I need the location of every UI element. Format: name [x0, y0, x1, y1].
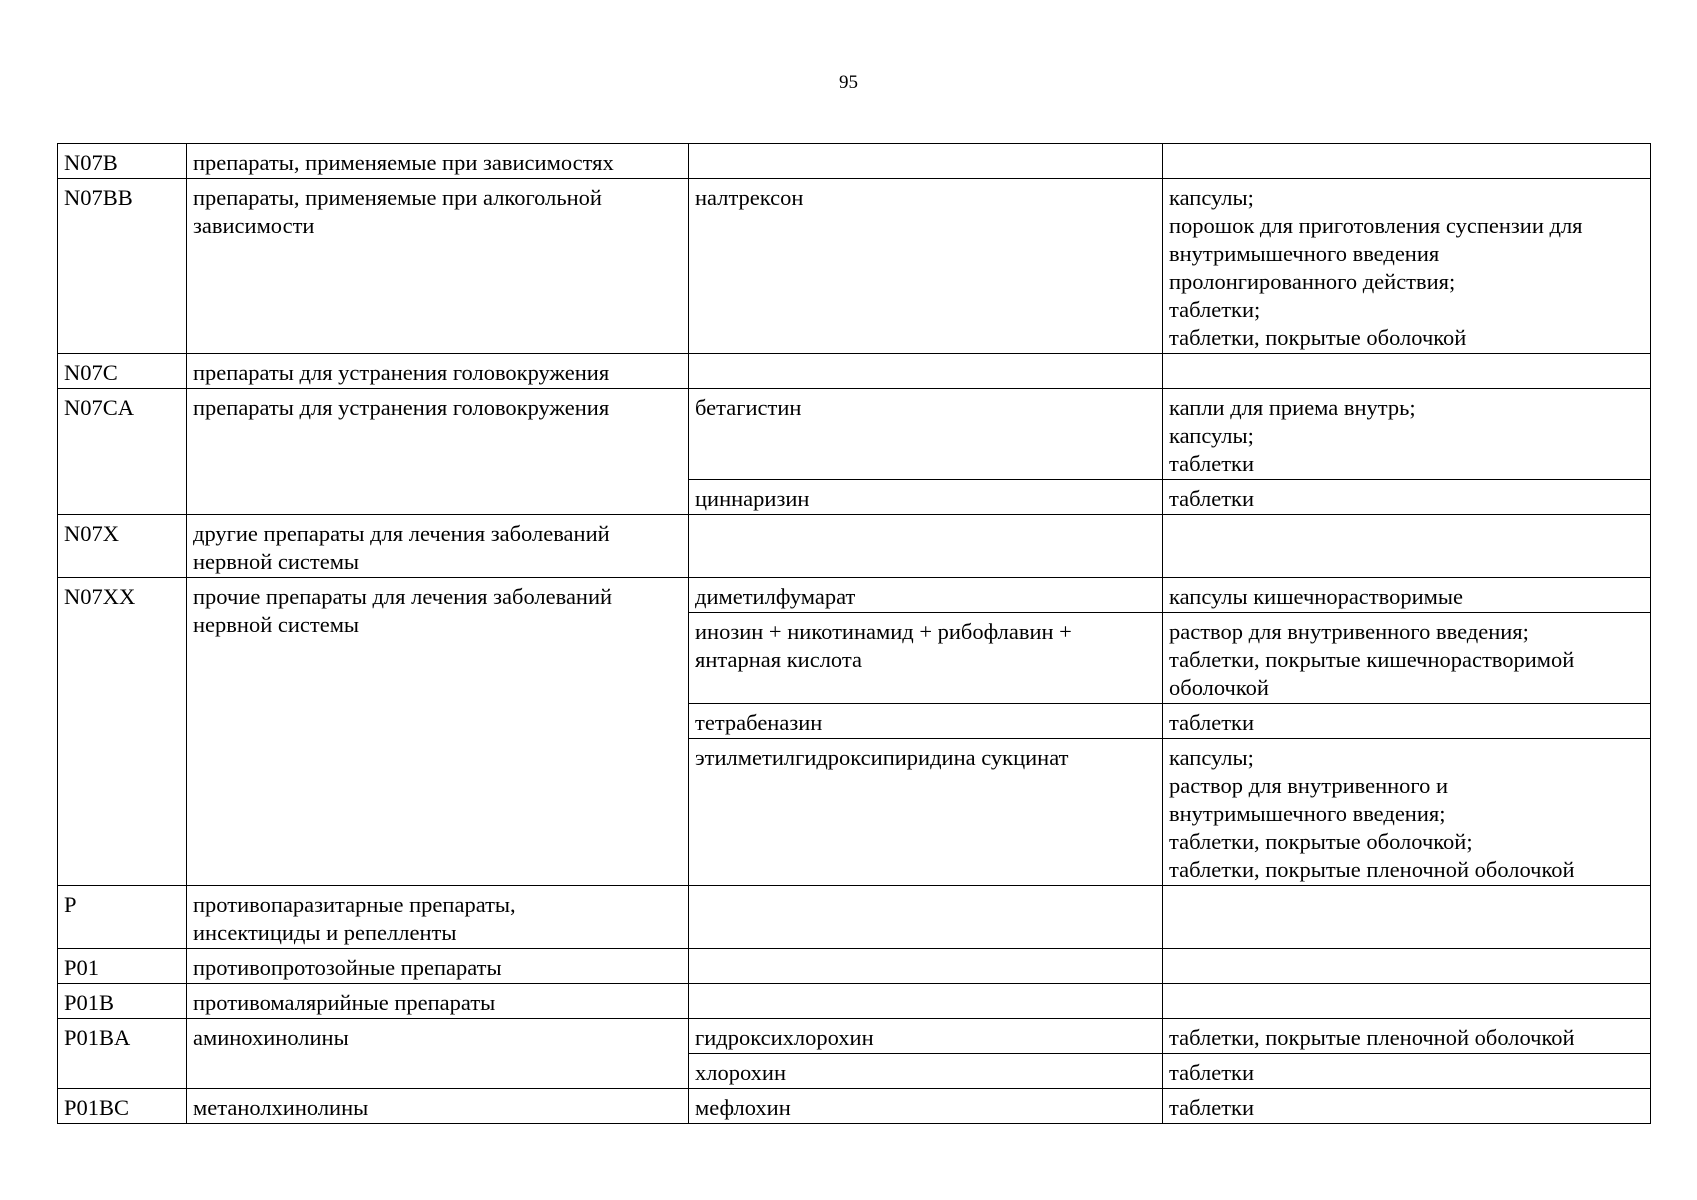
drug-name-cell	[689, 984, 1163, 1019]
drug-name-cell	[689, 144, 1163, 179]
group-name-cell: другие препараты для лечения заболеваний нервной системы	[187, 515, 689, 578]
group-name-cell: противопротозойные препараты	[187, 949, 689, 984]
dosage-form-cell	[1163, 886, 1651, 949]
drug-name-cell	[689, 886, 1163, 949]
page-number: 95	[839, 72, 858, 93]
dosage-form-cell: таблетки	[1163, 704, 1651, 739]
table-row	[58, 515, 1651, 578]
drug-name-cell: этилметилгидроксипиридина сукцинат	[689, 739, 1163, 886]
group-name-cell: метанолхинолины	[187, 1089, 689, 1124]
atc-code-cell: N07X	[58, 515, 187, 578]
dosage-form-cell	[1163, 354, 1651, 389]
drug-name-cell: диметилфумарат	[689, 578, 1163, 613]
table-row	[58, 179, 1651, 354]
table-row	[58, 144, 1651, 179]
dosage-form-cell: таблетки	[1163, 1089, 1651, 1124]
dosage-form-cell: капсулы кишечнорастворимые	[1163, 578, 1651, 613]
atc-code-cell: P01B	[58, 984, 187, 1019]
group-name-cell: противомалярийные препараты	[187, 984, 689, 1019]
atc-code-cell: P01	[58, 949, 187, 984]
table-row	[58, 1019, 1651, 1054]
dosage-form-cell: таблетки	[1163, 480, 1651, 515]
drug-name-cell: хлорохин	[689, 1054, 1163, 1089]
drug-name-cell: тетрабеназин	[689, 704, 1163, 739]
dosage-form-cell: капсулы; раствор для внутривенного и внутримышечного введения; таблетки, покрытые оболочкой; таблетки, покрытые пленочной оболочкой	[1163, 739, 1651, 886]
table-row	[58, 354, 1651, 389]
drug-name-cell: налтрексон	[689, 179, 1163, 354]
drug-name-cell: бетагистин	[689, 389, 1163, 480]
atc-code-cell: P01BC	[58, 1089, 187, 1124]
dosage-form-cell	[1163, 515, 1651, 578]
table-row	[58, 578, 1651, 613]
group-name-cell: препараты, применяемые при алкогольной зависимости	[187, 179, 689, 354]
drug-name-cell	[689, 949, 1163, 984]
group-name-cell: препараты для устранения головокружения	[187, 354, 689, 389]
atc-code-cell: P01BA	[58, 1019, 187, 1089]
dosage-form-cell	[1163, 144, 1651, 179]
dosage-form-cell: таблетки	[1163, 1054, 1651, 1089]
dosage-form-cell	[1163, 949, 1651, 984]
drug-name-cell: инозин + никотинамид + рибофлавин + янтарная кислота	[689, 613, 1163, 704]
atc-code-cell: N07B	[58, 144, 187, 179]
atc-code-cell: N07C	[58, 354, 187, 389]
drug-name-cell: гидроксихлорохин	[689, 1019, 1163, 1054]
group-name-cell: препараты, применяемые при зависимостях	[187, 144, 689, 179]
group-name-cell: прочие препараты для лечения заболеваний нервной системы	[187, 578, 689, 886]
atc-code-cell: P	[58, 886, 187, 949]
dosage-form-cell: раствор для внутривенного введения; таблетки, покрытые кишечнорастворимой оболочкой	[1163, 613, 1651, 704]
atc-code-cell: N07XX	[58, 578, 187, 886]
drug-name-cell	[689, 354, 1163, 389]
table-row	[58, 1089, 1651, 1124]
drug-name-cell: мефлохин	[689, 1089, 1163, 1124]
table-row	[58, 886, 1651, 949]
drug-name-cell	[689, 515, 1163, 578]
group-name-cell: препараты для устранения головокружения	[187, 389, 689, 515]
dosage-form-cell	[1163, 984, 1651, 1019]
atc-code-cell: N07CA	[58, 389, 187, 515]
dosage-form-cell: капли для приема внутрь; капсулы; таблетки	[1163, 389, 1651, 480]
drug-table	[57, 143, 1651, 1124]
dosage-form-cell: таблетки, покрытые пленочной оболочкой	[1163, 1019, 1651, 1054]
table-row	[58, 949, 1651, 984]
atc-code-cell: N07BB	[58, 179, 187, 354]
dosage-form-cell: капсулы; порошок для приготовления суспензии для внутримышечного введения пролонгированного действия; таблетки; таблетки, покрытые оболочкой	[1163, 179, 1651, 354]
group-name-cell: аминохинолины	[187, 1019, 689, 1089]
group-name-cell: противопаразитарные препараты, инсектициды и репелленты	[187, 886, 689, 949]
table-row	[58, 389, 1651, 480]
table-row	[58, 984, 1651, 1019]
drug-name-cell: циннаризин	[689, 480, 1163, 515]
